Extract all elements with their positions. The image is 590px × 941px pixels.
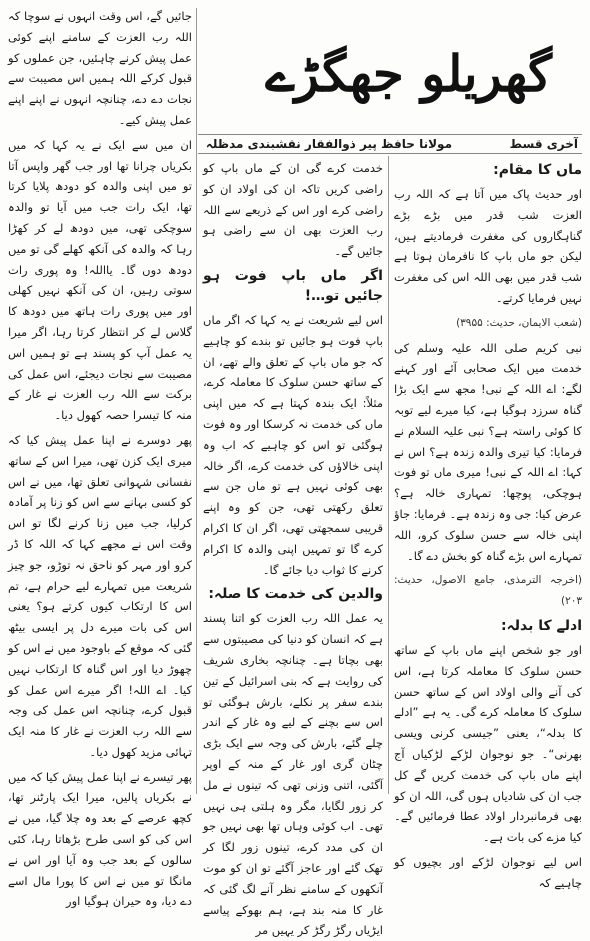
paragraph: پھر دوسرے نے اپنا عمل پیش کیا کہ میری ایک کزن تھی، میرا اس کے ساتھ نفسانی شہوانی تعلق تھا، میں نے اس کو کسی بہانے سے اس کو زنا پر آمادہ کرلیا، جب میں زنا کرنے لگا تو اس وقت اس نے مجھے کہا کہ اللہ کا ڈر کرو اور مہر کو ناحق نہ توڑو، جو چیز شریعت میں تمہارے لیے حرام ہے، تم اس کا ارتکاب کیوں کرتے ہو؟ یعنی اس کی بات میرے دل پر ایسی بیٹھ گئی کہ موقع کے باوجود میں نے اس کو چھوڑ دیا اور اس گناہ کا ارتکاب نہیں کیا۔ اے اللہ! اگر میرے اس عمل کو قبول کرے، چنانچہ اس عمل کی وجہ سے اللہ رب العزت نے غار کا منہ ایک تہائی مزید کھول دیا۔: [8, 432, 192, 759]
column-divider: [196, 8, 197, 794]
middle-column: [203, 158, 383, 938]
paragraph: اس لیے شریعت نے یہ کہا کہ اگر ماں باپ فوت ہو جائیں تو بندے کو چاہیے کہ جو ماں باپ کے تعلق والے تھے، ان کے ساتھ حسن سلوک کا معاملہ کرے، مثلاً: ایک بندہ کہتا ہے کہ میں اپنی ماں کی خدمت نہ کرسکا اور وہ فوت ہوگئی تو اس کو چاہیے کہ اب وہ اپنی خالاؤں کی خدمت کرے، اگر خالہ بھی کوئی نہیں ہے تو ماں جن سے تعلق رکھتی تھی، جن کو وہ اپنے قریبی سمجھتی تھی، اگر ان کا اکرام کرے گا تو تمہیں اپنی والدہ کا اکرام کرنے کا ثواب دیا جائے گا۔: [203, 312, 383, 577]
paragraph: جائیں گے، اس وقت انہوں نے سوچا کہ اللہ رب العزت کے سامنے اپنے کوئی عمل پیش کرنے چاہئیں، جن عملوں کو قبول کرکے اللہ ہمیں اس مصیبت سے نجات دے دے، چنانچہ انہوں نے اپنے اپنے عمل پیش کیے۔: [8, 9, 192, 127]
left-column: [7, 6, 192, 909]
paragraph: اس لیے نوجوان لڑکے اور بچیوں کو چاہیے کہ: [394, 854, 582, 890]
column-divider: [388, 156, 389, 794]
section-heading: والدین کی خدمت کا صلہ:: [208, 586, 383, 603]
author-name: مولانا حافظ پیر ذوالفقار نقشبندی مدظلہ: [205, 137, 452, 151]
paragraph: پھر تیسرے نے اپنا عمل پیش کیا کہ میں نے بکریاں پالیں، میرا ایک پارٹنر تھا، کچھ عرصے کے بعد وہ چلا گیا، میں نے اس کی کو اسی طرح بڑھاتا رہا، کئی سالوں کے بعد جب وہ آیا اور اس نے مانگا تو میں نے اس کا پورا مال اسے دے دیا، وہ حیران ہوگیا اور: [7, 769, 192, 909]
paragraph: نبی کریم صلی اللہ علیہ وسلم کی خدمت میں ایک صحابی آئے اور کہنے لگے: اے اللہ کے نبی! مجھ سے ایک بڑا گناہ سرزد ہوگیا ہے، کیا میرے لیے توبہ کا کوئی راستہ ہے؟ نبی علیہ السلام نے فرمایا: کیا تیری والدہ زندہ ہے؟ اس نے کہا: اے اللہ کے نبی! میری ماں تو فوت ہوچکی، پوچھا: تمہاری خالہ ہے؟ عرض کیا: جی وہ زندہ ہے۔ فرمایا: جاؤ اپنی خالہ سے حسن سلوک کرو، اللہ تمہارے اس بڑے گناہ کو بخش دے گا۔: [393, 340, 582, 563]
section-heading: اگر ماں باپ فوت ہو جائیں تو…!: [203, 267, 383, 304]
paragraph: یہ عمل اللہ رب العزت کو اتنا پسند ہے کہ انسان کو دنیا کی مصیبتوں سے بھی بچاتا ہے۔ چنانچہ بخاری شریف کی روایت ہے کہ بنی اسرائیل کے تین بندے سفر پر نکلے، بارش ہوگئی تو اس سے بچنے کے لیے وہ غار کے اندر چلے گئے، بارش کی وجہ سے ایک بڑی چٹان گری اور غار کے منہ کے اوپر آگئی، اتنی وزنی تھی کہ تینوں نے مل کر زور لگایا، مگر وہ ہلتی ہی نہیں تھی۔ اب کوئی وہاں تھا بھی نہیں جو ان کی مدد کرے، تینوں زور لگا کر تھک گئے اور عاجز آگئے تو ان کو موت آنکھوں کے سامنے نظر آنے لگ گئی کہ غار کا منہ بند ہے، ہم بھوکے پیاسے ایڑیاں رگڑ رگڑ کر یہیں مر: [203, 611, 383, 938]
byline-row: [198, 134, 582, 154]
episode-label: آخری قسط: [509, 137, 578, 151]
article-title: گھریلو جھگڑے: [265, 44, 552, 103]
paragraph: اور حدیث پاک میں آتا ہے کہ اللہ رب العزت شب قدر میں بڑے بڑے گناہگاروں کی مغفرت فرمادیتے ہیں، لیکن جو ماں باپ کا نافرمان ہوتا ہے شب قدر میں بھی اللہ اس کی مغفرت نہیں فرمایا کرتے۔: [394, 187, 582, 305]
paragraph: خدمت کرے گی ان کے ماں باپ کو راضی کریں تاکہ ان کی اولاد ان کو راضی کرے اور اس کے ذریعے سے اللہ رب العزت بھی ان سے راضی ہو جائیں گے۔: [203, 161, 383, 259]
section-heading: ماں کا مقام:: [493, 162, 582, 178]
paragraph: ان میں سے ایک نے یہ کہا کہ میں بکریاں چرانا تھا اور جب گھر واپس آتا تو میں اپنی والدہ کو دودھ پلایا کرتا تھا، ایک رات جب میں آیا تو والدہ سوچکی تھی، میں دودھ لے کر کھڑا رہا کہ والدہ کی آنکھ کھلے گی تو میں دودھ دوں گا۔ یااللہ! وہ پوری رات سوتی رہیں، ان کی آنکھ نہیں کھلی اور میں پوری رات ہاتھ میں دودھ کا گلاس لے کر انتظار کرتا رہا، اگر میرا یہ عمل آپ کو پسند ہے تو ہمیں اس مصیبت سے نجات دیجئے، اس عمل کی برکت سے اللہ رب العزت نے غار کے منہ کا تیسرا حصہ کھول دیا۔: [8, 137, 192, 423]
right-column: [393, 158, 582, 890]
title-block: [198, 8, 582, 128]
reference: (اخرجہ الترمذی، جامع الاصول، حدیث: ۲۰۳): [394, 574, 582, 608]
section-heading: ادلے کا بدلہ:: [501, 617, 582, 634]
paragraph: اور جو شخص اپنے ماں باپ کے ساتھ حسن سلوک کا معاملہ کرتا ہے، اس کی آنے والی اولاد اس کے ساتھ حسن سلوک کا معاملہ کرے گی۔ یہ ہے ”ادلے کا بدلہ“، یعنی ”جیسی کرنی ویسی بھرنی“۔ جو نوجوان لڑکے لڑکیاں آج اپنے ماں باپ کی خدمت کریں گے کل جب ان کی شادیاں ہوں گی، اللہ ان کو بھی فرمانبردار اولاد عطا فرمائیں گے۔ کیا مزے کی بات ہے۔: [394, 642, 582, 845]
reference: (شعب الایمان، حدیث: ۳۹۵۵): [456, 316, 582, 329]
